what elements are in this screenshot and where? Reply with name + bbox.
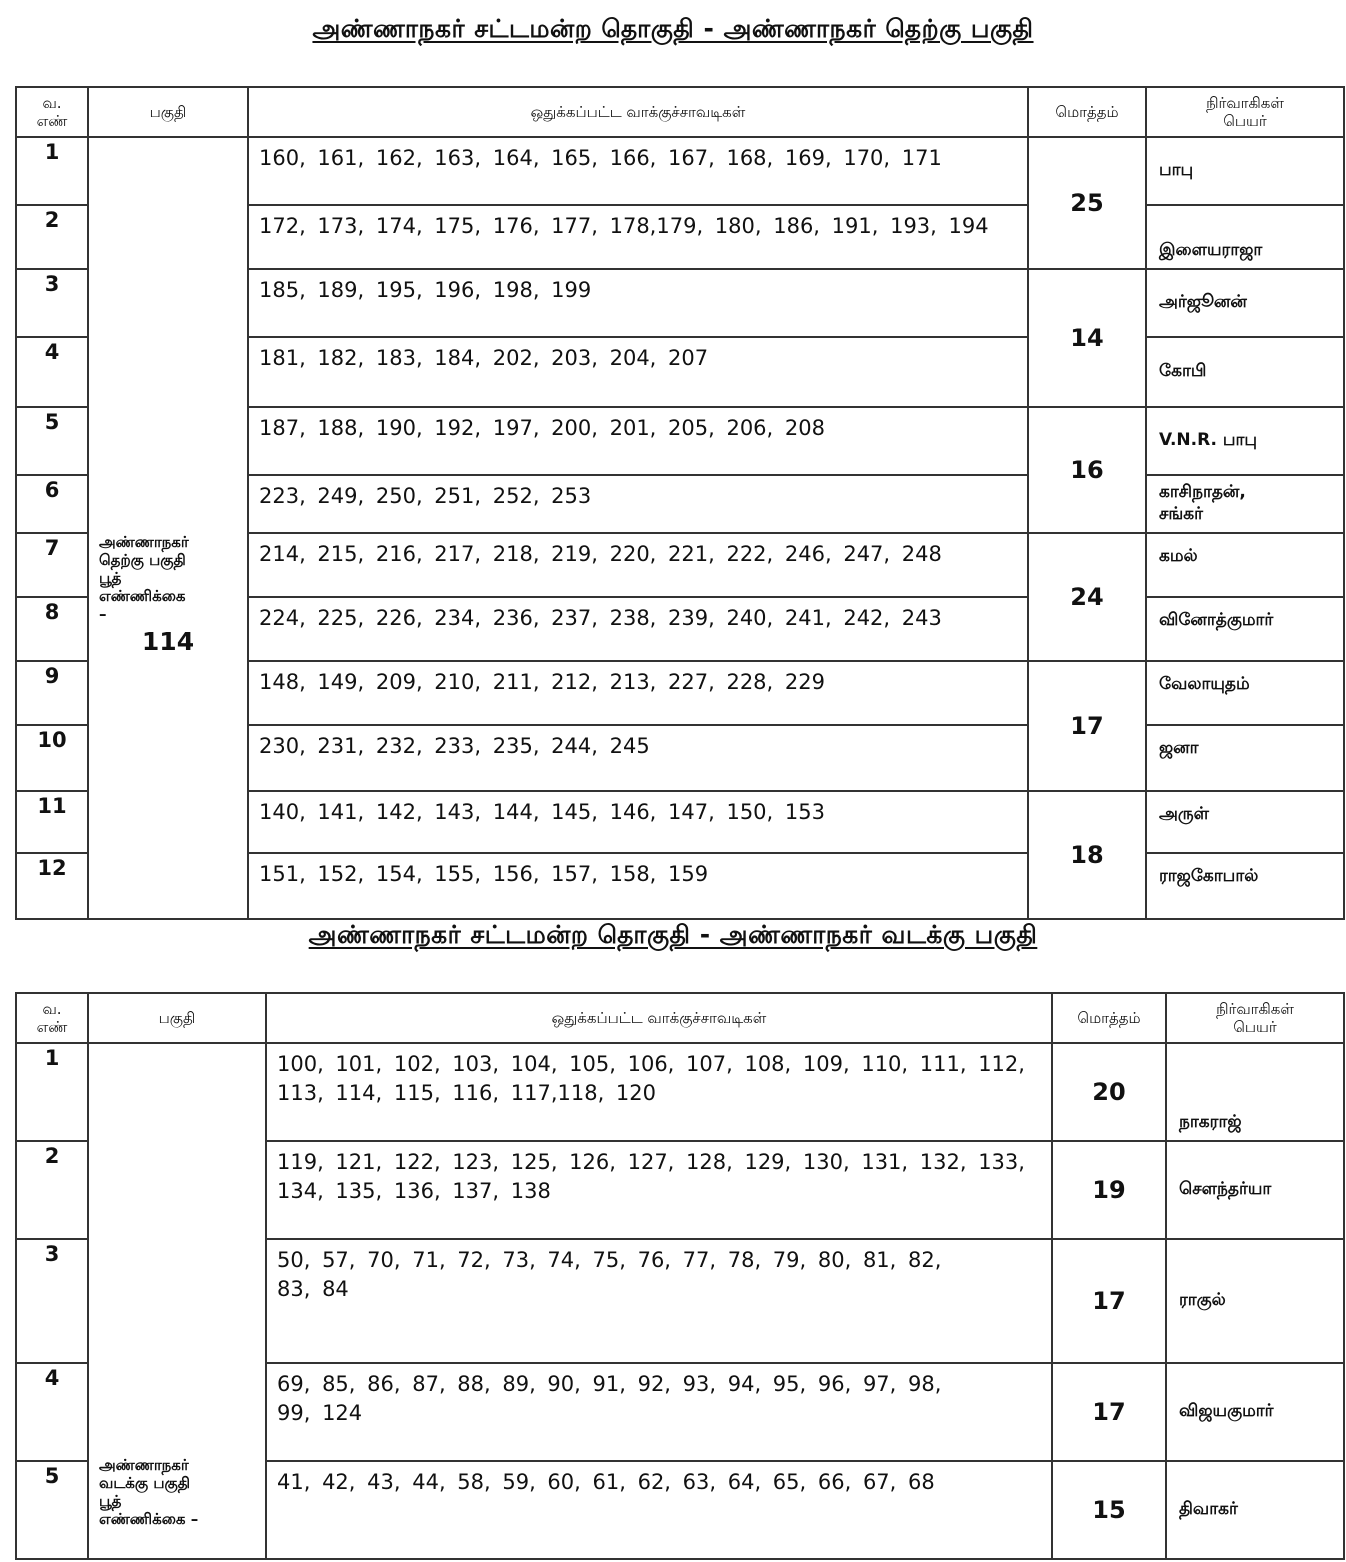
row-number: 8 — [16, 597, 88, 661]
row-number: 3 — [16, 269, 88, 337]
booth-list: 100, 101, 102, 103, 104, 105, 106, 107, 108, 109, 110, 111, 112, 113, 114, 115, 116, 117,118, 120 — [266, 1043, 1052, 1141]
total-cell: 18 — [1028, 791, 1146, 919]
booth-list: 223, 249, 250, 251, 252, 253 — [248, 475, 1028, 533]
header-sno: வ. எண் — [16, 87, 88, 137]
header-admin-name: நிர்வாகிகள் பெயர் — [1146, 87, 1344, 137]
header-admin-name: நிர்வாகிகள் பெயர் — [1166, 993, 1344, 1043]
row-number: 2 — [16, 1141, 88, 1239]
total-cell: 16 — [1028, 407, 1146, 533]
row-number: 1 — [16, 1043, 88, 1141]
section-1-title: அண்ணாநகர் சட்டமன்ற தொகுதி - அண்ணாநகர் தெற்கு பகுதி — [312, 14, 1034, 43]
row-number: 9 — [16, 661, 88, 725]
row-number: 4 — [16, 1363, 88, 1461]
admin-name: திவாகர் — [1166, 1461, 1344, 1559]
area-booth-count: 114 — [141, 627, 195, 656]
booth-list: 187, 188, 190, 192, 197, 200, 201, 205, 206, 208 — [248, 407, 1028, 475]
row-number: 6 — [16, 475, 88, 533]
total-cell: 20 — [1052, 1043, 1166, 1141]
total-cell: 14 — [1028, 269, 1146, 407]
row-number: 5 — [16, 407, 88, 475]
table-row — [16, 137, 1344, 205]
header-booths: ஒதுக்கப்பட்ட வாக்குச்சாவடிகள் — [248, 87, 1028, 137]
table-header-row — [16, 87, 1344, 137]
header-total: மொத்தம் — [1028, 87, 1146, 137]
admin-name: சௌந்தர்யா — [1166, 1141, 1344, 1239]
area-cell — [88, 137, 248, 919]
area-label: அண்ணாநகர் வடக்கு பகுதி பூத் எண்ணிக்கை – — [99, 1456, 199, 1528]
admin-name: கோபி — [1146, 337, 1344, 407]
total-cell: 19 — [1052, 1141, 1166, 1239]
header-area: பகுதி — [88, 87, 248, 137]
admin-name: விஜயகுமார் — [1166, 1363, 1344, 1461]
booth-list: 214, 215, 216, 217, 218, 219, 220, 221, 222, 246, 247, 248 — [248, 533, 1028, 597]
admin-name: ராகுல் — [1166, 1239, 1344, 1363]
row-number: 11 — [16, 791, 88, 853]
admin-name: காசிநாதன், சங்கர் — [1146, 475, 1344, 533]
total-cell: 17 — [1052, 1363, 1166, 1461]
admin-name: வேலாயுதம் — [1146, 661, 1344, 725]
area-label: அண்ணாநகர் தெற்கு பகுதி பூத் எண்ணிக்கை – — [99, 533, 189, 623]
row-number: 3 — [16, 1239, 88, 1363]
total-cell: 15 — [1052, 1461, 1166, 1559]
booth-list: 69, 85, 86, 87, 88, 89, 90, 91, 92, 93, 94, 95, 96, 97, 98, 99, 124 — [266, 1363, 1052, 1461]
booth-list: 181, 182, 183, 184, 202, 203, 204, 207 — [248, 337, 1028, 407]
admin-name: V.N.R. பாபு — [1146, 407, 1344, 475]
row-number: 4 — [16, 337, 88, 407]
booth-list: 140, 141, 142, 143, 144, 145, 146, 147, 150, 153 — [248, 791, 1028, 853]
row-number: 1 — [16, 137, 88, 205]
admin-name: வினோத்குமார் — [1146, 597, 1344, 661]
admin-name: அர்ஜூனன் — [1146, 269, 1344, 337]
admin-name: நாகராஜ் — [1166, 1043, 1344, 1141]
booth-list: 119, 121, 122, 123, 125, 126, 127, 128, 129, 130, 131, 132, 133, 134, 135, 136, 137, 138 — [266, 1141, 1052, 1239]
table-row — [16, 1043, 1344, 1141]
booth-list: 230, 231, 232, 233, 235, 244, 245 — [248, 725, 1028, 791]
booth-list: 148, 149, 209, 210, 211, 212, 213, 227, 228, 229 — [248, 661, 1028, 725]
row-number: 2 — [16, 205, 88, 269]
header-sno: வ. எண் — [16, 993, 88, 1043]
row-number: 7 — [16, 533, 88, 597]
section-2-title: அண்ணாநகர் சட்டமன்ற தொகுதி - அண்ணாநகர் வடக்கு பகுதி — [308, 920, 1038, 949]
booth-list: 160, 161, 162, 163, 164, 165, 166, 167, 168, 169, 170, 171 — [248, 137, 1028, 205]
row-number: 5 — [16, 1461, 88, 1559]
header-area: பகுதி — [88, 993, 266, 1043]
admin-name: கமல் — [1146, 533, 1344, 597]
booth-list: 224, 225, 226, 234, 236, 237, 238, 239, 240, 241, 242, 243 — [248, 597, 1028, 661]
booth-list: 185, 189, 195, 196, 198, 199 — [248, 269, 1028, 337]
table-header-row — [16, 993, 1344, 1043]
admin-name: ராஜகோபால் — [1146, 853, 1344, 919]
booth-list: 172, 173, 174, 175, 176, 177, 178,179, 180, 186, 191, 193, 194 — [248, 205, 1028, 269]
area-cell — [88, 1043, 266, 1559]
booth-list: 151, 152, 154, 155, 156, 157, 158, 159 — [248, 853, 1028, 919]
admin-name: ஜனா — [1146, 725, 1344, 791]
total-cell: 17 — [1028, 661, 1146, 791]
total-cell: 17 — [1052, 1239, 1166, 1363]
row-number: 12 — [16, 853, 88, 919]
header-total: மொத்தம் — [1052, 993, 1166, 1043]
admin-name: இளையராஜா — [1146, 205, 1344, 269]
header-booths: ஒதுக்கப்பட்ட வாக்குச்சாவடிகள் — [266, 993, 1052, 1043]
row-number: 10 — [16, 725, 88, 791]
admin-name: அருள் — [1146, 791, 1344, 853]
total-cell: 25 — [1028, 137, 1146, 269]
south-area-table — [15, 86, 1345, 920]
booth-list: 41, 42, 43, 44, 58, 59, 60, 61, 62, 63, 64, 65, 66, 67, 68 — [266, 1461, 1052, 1559]
booth-list: 50, 57, 70, 71, 72, 73, 74, 75, 76, 77, 78, 79, 80, 81, 82, 83, 84 — [266, 1239, 1052, 1363]
admin-name: பாபு — [1146, 137, 1344, 205]
north-area-table — [15, 992, 1345, 1560]
total-cell: 24 — [1028, 533, 1146, 661]
